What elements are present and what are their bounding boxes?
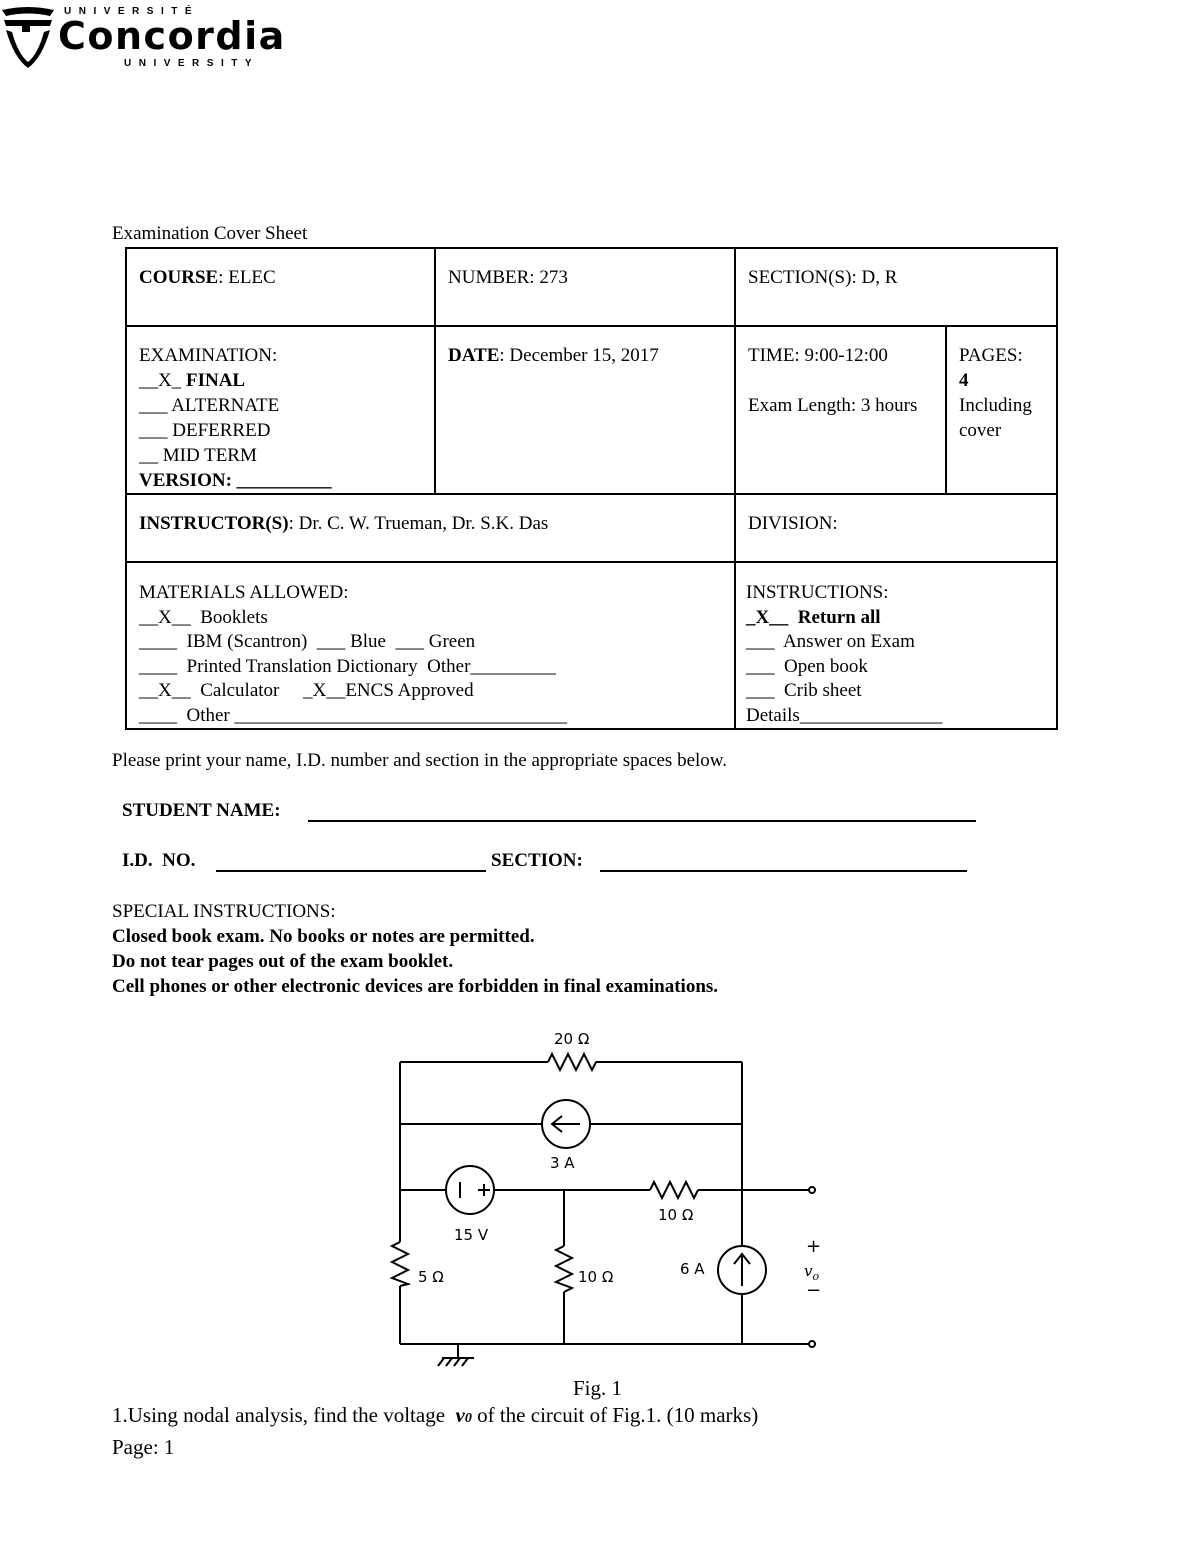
figure-caption: Fig. 1 bbox=[573, 1376, 623, 1400]
id-number-label: I.D. NO. bbox=[122, 850, 196, 871]
exam-option-alternate: ___ ALTERNATE bbox=[139, 395, 280, 416]
cover-sheet-title: Examination Cover Sheet bbox=[112, 223, 308, 244]
special-instruction-line: Cell phones or other electronic devices are forbidden in final examinations. bbox=[112, 976, 719, 997]
pages-cell: PAGES: 4 Including cover bbox=[946, 326, 1057, 494]
output-voltage-label: $v_o$ bbox=[804, 1262, 820, 1283]
resistor-series-10-label: 10 Ω bbox=[658, 1206, 694, 1224]
version-field: VERSION: __________ bbox=[139, 470, 332, 491]
date-cell: DATE: December 15, 2017 bbox=[435, 326, 735, 494]
special-instruction-line: Closed book exam. No books or notes are permitted. bbox=[112, 926, 535, 947]
instruction-item: Details_______________ bbox=[746, 704, 943, 726]
division-cell: DIVISION: bbox=[735, 494, 1057, 562]
current-source-6a-label: 6 A bbox=[680, 1260, 705, 1278]
concordia-crest-icon bbox=[0, 4, 56, 70]
number-cell: NUMBER: 273 bbox=[435, 248, 735, 326]
question-1: 1.Using nodal analysis, find the voltage v0 of the circuit of Fig.1. (10 marks) bbox=[112, 1403, 759, 1427]
material-item: ____ IBM (Scantron) ___ Blue ___ Green bbox=[139, 631, 476, 652]
logo-top-text: UNIVERSITÉ bbox=[64, 6, 200, 17]
exam-cover-table bbox=[125, 247, 1058, 730]
instruction-item: ___ Answer on Exam bbox=[746, 631, 915, 652]
course-cell: COURSE: ELEC bbox=[126, 248, 435, 326]
voltage-source-15v-label: 15 V bbox=[454, 1226, 489, 1244]
section-field[interactable] bbox=[600, 870, 967, 872]
material-item: __X__ Calculator _X__ENCS Approved bbox=[139, 680, 474, 701]
examination-cell: EXAMINATION: __X_ FINAL ___ ALTERNATE ___ DEFERRED __ MID TERM VERSION: __________ bbox=[126, 326, 435, 494]
output-minus: − bbox=[806, 1280, 822, 1301]
materials-cell: MATERIALS ALLOWED: __X__ Booklets ____ IBM (Scantron) ___ Blue ___ Green ____ Printed Translation Dictionary Other_________ __X__ Calculator _X__ENCS Approved ____ Other ___________________________________ bbox=[126, 562, 735, 729]
instructor-cell: INSTRUCTOR(S): Dr. C. W. Trueman, Dr. S.K. Das bbox=[126, 494, 735, 562]
exam-option-final: __X_ FINAL bbox=[139, 370, 246, 391]
instruction-item: ___ Open book bbox=[746, 655, 868, 677]
instructions-cell: INSTRUCTIONS: _X__ Return all ___ Answer on Exam ___ Open book ___ Crib sheet Details_______________ bbox=[735, 562, 1057, 729]
current-source-3a-label: 3 A bbox=[550, 1154, 575, 1172]
special-instruction-line: Do not tear pages out of the exam booklet. bbox=[112, 951, 454, 972]
instruction-item: _X__ Return all bbox=[746, 606, 881, 628]
circuit-diagram bbox=[380, 1020, 840, 1380]
print-note: Please print your name, I.D. number and section in the appropriate spaces below. bbox=[112, 750, 728, 771]
special-instructions: SPECIAL INSTRUCTIONS: Closed book exam. No books or notes are permitted. Do not tear pages out of the exam booklet. Cell phones or other electronic devices are forbidden in final examinations. bbox=[112, 901, 719, 997]
resistor-20-label: 20 Ω bbox=[554, 1030, 590, 1048]
material-item: __X__ Booklets bbox=[139, 606, 268, 628]
page-number: Page: 1 bbox=[112, 1435, 175, 1459]
exam-option-deferred: ___ DEFERRED bbox=[139, 420, 271, 441]
concordia-logo bbox=[0, 0, 300, 75]
section-label: SECTION: bbox=[491, 850, 583, 871]
sections-cell: SECTION(S): D, R bbox=[735, 248, 1057, 326]
id-number-field[interactable] bbox=[216, 870, 486, 872]
output-plus: + bbox=[806, 1236, 822, 1257]
student-name-field[interactable] bbox=[308, 820, 976, 822]
logo-name: Concordia bbox=[58, 14, 286, 58]
material-item: ____ Printed Translation Dictionary Other_________ bbox=[139, 655, 556, 677]
time-cell: TIME: 9:00-12:00 Exam Length: 3 hours bbox=[735, 326, 946, 494]
material-item: ____ Other ___________________________________ bbox=[139, 704, 568, 726]
student-name-label: STUDENT NAME: bbox=[122, 800, 281, 821]
exam-option-midterm: __ MID TERM bbox=[139, 445, 257, 466]
logo-bottom-text: UNIVERSITY bbox=[124, 58, 260, 69]
resistor-5-label: 5 Ω bbox=[418, 1268, 444, 1286]
instruction-item: ___ Crib sheet bbox=[746, 680, 862, 701]
resistor-mid-10-label: 10 Ω bbox=[578, 1268, 614, 1286]
